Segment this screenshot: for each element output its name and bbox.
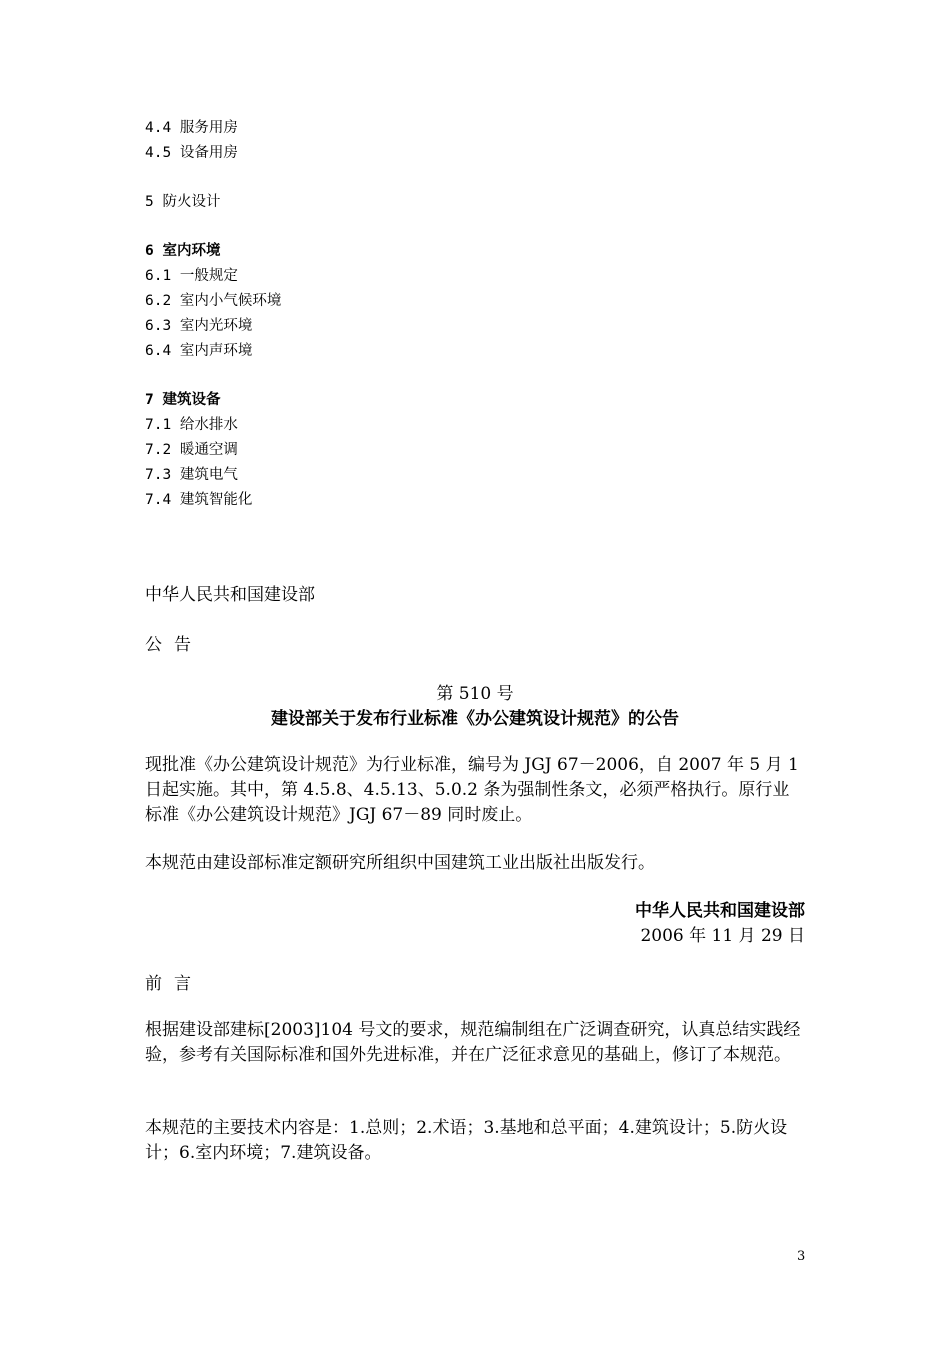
toc-entry: 6.1 一般规定 xyxy=(145,268,238,284)
toc-spacer xyxy=(145,166,805,190)
announcement-paragraph: 现批准《办公建筑设计规范》为行业标准，编号为 JGJ 67－2006，自 2007 年 5 月 1 日起实施。其中，第 4.5.8、4.5.13、5.0.2 条为强制性条文，必须严格执行。原行业标准《办公建筑设计规范》JGJ 67－89 同时废止。 xyxy=(145,755,799,825)
announcement-title: 建设部关于发布行业标准《办公建筑设计规范》的公告 xyxy=(271,709,679,729)
toc-entry: 6.4 室内声环境 xyxy=(145,343,253,359)
preface-paragraph: 根据建设部建标[2003]104 号文的要求，规范编制组在广泛调查研究，认真总结实践经验，参考有关国际标准和国外先进标准，并在广泛征求意见的基础上，修订了本规范。 xyxy=(145,1020,801,1065)
toc-entry: 7.2 暖通空调 xyxy=(145,442,238,458)
toc-entry: 4.4 服务用房 xyxy=(145,120,238,136)
signature-date: 2006 年 11 月 29 日 xyxy=(640,926,805,946)
toc-spacer xyxy=(145,364,805,388)
toc-entry: 6.3 室内光环境 xyxy=(145,318,253,334)
announcement-label: 公告 xyxy=(145,635,203,655)
toc-chapter-heading: 6 室内环境 xyxy=(145,243,221,259)
announcement-number: 第 510 号 xyxy=(436,684,514,704)
page-number: 3 xyxy=(797,1249,806,1264)
table-of-contents xyxy=(145,116,805,513)
toc-entry: 7.3 建筑电气 xyxy=(145,467,238,483)
preface-label: 前言 xyxy=(145,974,203,994)
toc-entry: 6.2 室内小气候环境 xyxy=(145,293,282,309)
toc-entry: 4.5 设备用房 xyxy=(145,145,238,161)
issuer-heading: 中华人民共和国建设部 xyxy=(145,585,315,605)
toc-chapter-heading: 7 建筑设备 xyxy=(145,392,221,408)
signature: 中华人民共和国建设部 xyxy=(635,901,805,921)
toc-entry: 5 防火设计 xyxy=(145,194,221,210)
toc-spacer xyxy=(145,215,805,239)
preface-contents-paragraph: 本规范的主要技术内容是：1.总则；2.术语；3.基地和总平面；4.建筑设计；5.防火设计；6.室内环境；7.建筑设备。 xyxy=(145,1118,788,1163)
announcement-publisher-paragraph: 本规范由建设部标准定额研究所组织中国建筑工业出版社出版发行。 xyxy=(145,853,655,873)
toc-entry: 7.1 给水排水 xyxy=(145,417,238,433)
toc-entry: 7.4 建筑智能化 xyxy=(145,492,253,508)
